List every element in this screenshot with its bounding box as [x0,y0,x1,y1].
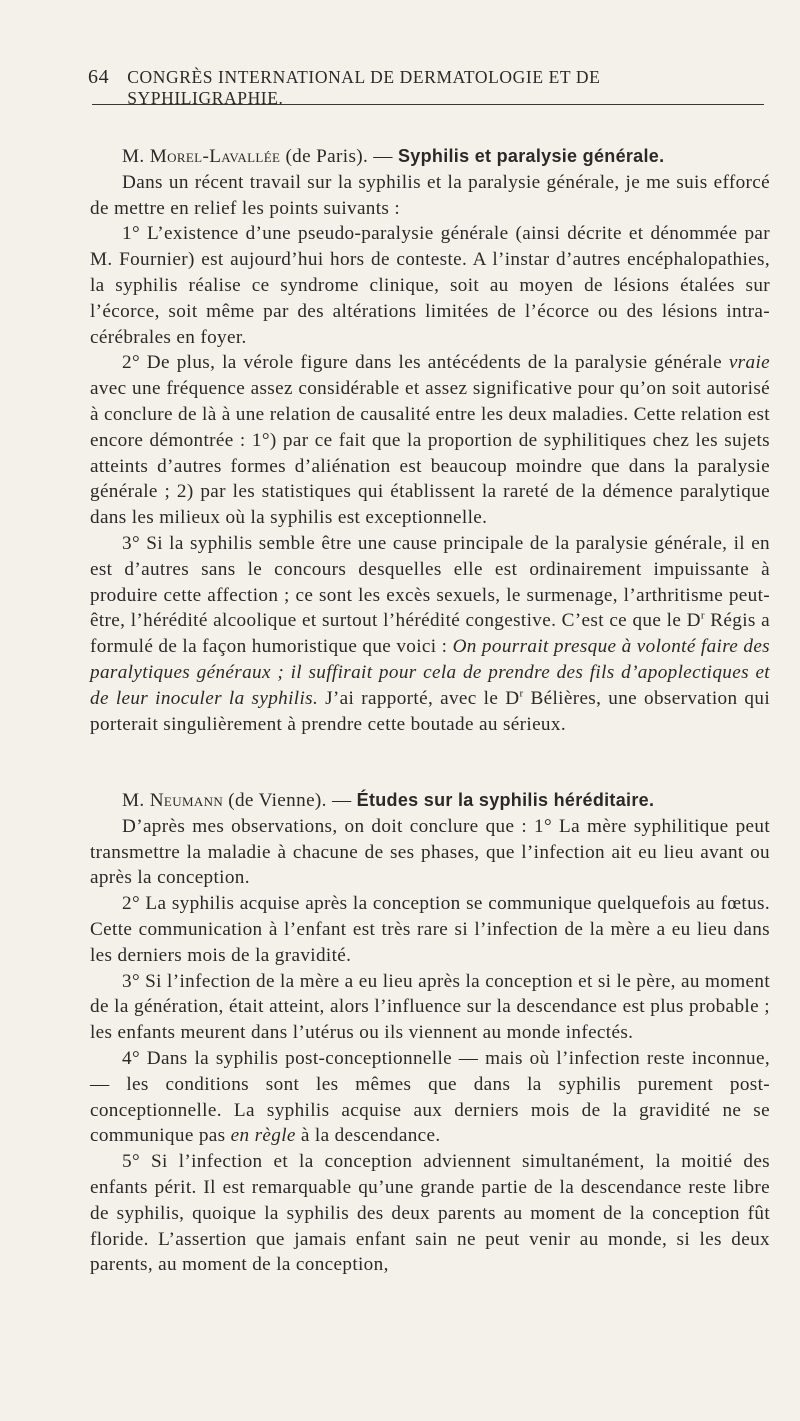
paragraph: 2° La syphilis acquise après la conception se communique quelquefois au fœtus. Cette communication à l’enfant est très rare si l’infection de la mère a eu lieu dans les derniers mois de la gravidité. [90,893,770,966]
paragraph: Dans un récent travail sur la syphilis et la paralysie générale, je me suis efforcé de mettre en relief les points suivants : [90,171,770,219]
text-run: 3° Si la syphilis semble être une cause principale de la paralysie générale, il en est d’autres sans le concours desquelles elle est ordinairement impuissante à produire cette affection ; ce sont les excès sexuels, le surmenage, l’arthritisme peut-être, l’hérédité alcoolique et surtout l’hérédité congestive. C’est ce que le D [90,532,770,632]
italic-text: vraie [728,352,770,374]
page-number: 64 [88,66,110,88]
section-neumann [90,788,770,1278]
section-title: Études sur la syphilis héréditaire. [356,790,655,810]
paragraph: 1° L’existence d’une pseudo-paralysie générale (ainsi décrite et dénommée par M. Fournier) est aujourd’hui hors de conteste. A l’instar d’autres encéphalopathies, la syphilis réalise ce syndrome clinique, soit au moyen de lésions étalées sur l’écorce, soit même par des altérations limitées de l’écorce ou des lésions intra-cérébrales en foyer. [90,223,770,348]
text-run: Régis a formulé de la façon humoristique que voici : [90,610,770,658]
running-title: CONGRÈS INTERNATIONAL DE DERMATOLOGIE ET DE SYPHILIGRAPHIE. [127,67,601,108]
section-heading [90,788,770,814]
text-run: Bélières, une observation qui porterait singulièrement à prendre cette boutade au sérieux. [90,687,770,735]
text-run: à la descendance. [295,1125,441,1147]
header-rule [92,104,764,105]
text-run: avec une fréquence assez considérable et assez significative pour qu’on soit autorisé à conclure de là à une relation de causalité entre les deux maladies. Cette relation est encore démontrée : 1°) par ce fait que la proportion de syphilitiques chez les sujets atteints d’autres formes d’aliénation est beaucoup moindre que dans la paralysie générale ; 2) par les statistiques qui établissent la rareté de la démence paralytique dans les milieux où la syphilis est exceptionnelle. [90,378,770,529]
paragraph: D’après mes observations, on doit conclure que : 1° La mère syphilitique peut transmettre la maladie à chacune de ses phases, que l’infection ait eu lieu avant ou après la conception. [90,815,770,889]
italic-text: en règle [230,1125,296,1147]
section-heading [90,144,770,170]
text-run: J’ai rapporté, avec le D [318,687,520,709]
paragraph [90,531,770,737]
author-name: M. Morel-Lavallée [122,146,281,167]
author-place: (de Paris). — [280,146,398,167]
author-name: M. Neumann [122,790,224,811]
text-run: 2° De plus, la vérole figure dans les antécédents de la paralysie générale [122,352,729,374]
paragraph: 3° Si l’infection de la mère a eu lieu après la conception et si le père, au moment de la génération, était atteint, alors l’influence sur la descendance est plus probable ; les enfants meurent dans l’utérus ou ils viennent au monde infectés. [90,970,770,1044]
author-place: (de Vienne). — [223,790,357,811]
paragraph [90,1046,770,1149]
section-morel-lavallee [90,144,770,737]
italic-quote: On pourrait presque à volonté faire des paralytiques généraux ; il suffirait pour cela de prendre des fils d’apoplectiques et de leur inoculer la syphilis. [90,636,771,709]
running-head [88,66,748,109]
paragraph [90,350,770,531]
superscript: r [519,687,524,700]
superscript: r [700,609,705,622]
section-title: Syphilis et paralysie générale. [397,146,665,166]
text-run: 4° Dans la syphilis post-conceptionnelle — mais où l’infection reste inconnue, — les conditions sont les mêmes que dans la syphilis purement post-conceptionnelle. La syphilis acquise aux derniers mois de la gravidité ne se communique pas [90,1047,770,1147]
paragraph: 5° Si l’infection et la conception adviennent simultanément, la moitié des enfants périt. Il est remarquable qu’une grande partie de la descendance reste libre de syphilis, quoique la syphilis des deux parents au moment de la conception fût floride. L’assertion que jamais enfant sain ne peut venir au monde, si les deux parents, au moment de la conception, [90,1151,770,1276]
